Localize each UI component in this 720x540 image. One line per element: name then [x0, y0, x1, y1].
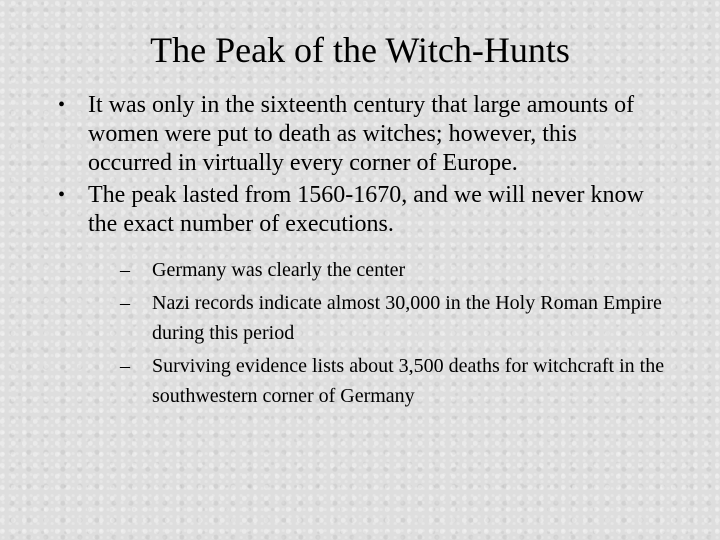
subbullet-text: Surviving evidence lists about 3,500 deaths for witchcraft in the southwestern corner of Germany	[152, 355, 665, 407]
subbullet-item	[120, 288, 666, 348]
bullet-text: It was only in the sixteenth century that large amounts of women were put to death as witches; however, this occurred in virtually every corner of Europe.	[88, 92, 635, 176]
bullet-text: The peak lasted from 1560-1670, and we will never know the exact number of executions.	[88, 182, 644, 237]
subbullet-list	[120, 255, 666, 411]
subbullet-item	[120, 351, 666, 411]
dash-icon: –	[120, 355, 130, 377]
bullet-item	[56, 181, 666, 411]
bullet-list	[56, 91, 666, 414]
subbullet-item	[120, 255, 666, 285]
slide-title: The Peak of the Witch-Hunts	[150, 30, 570, 70]
dash-icon: –	[120, 292, 130, 314]
subbullet-text: Nazi records indicate almost 30,000 in the Holy Roman Empire during this period	[152, 292, 662, 344]
bullet-item	[56, 91, 666, 178]
dash-icon: –	[120, 259, 130, 281]
subbullet-text: Germany was clearly the center	[152, 259, 406, 281]
bullet-icon: •	[58, 184, 66, 206]
bullet-icon: •	[58, 94, 66, 116]
